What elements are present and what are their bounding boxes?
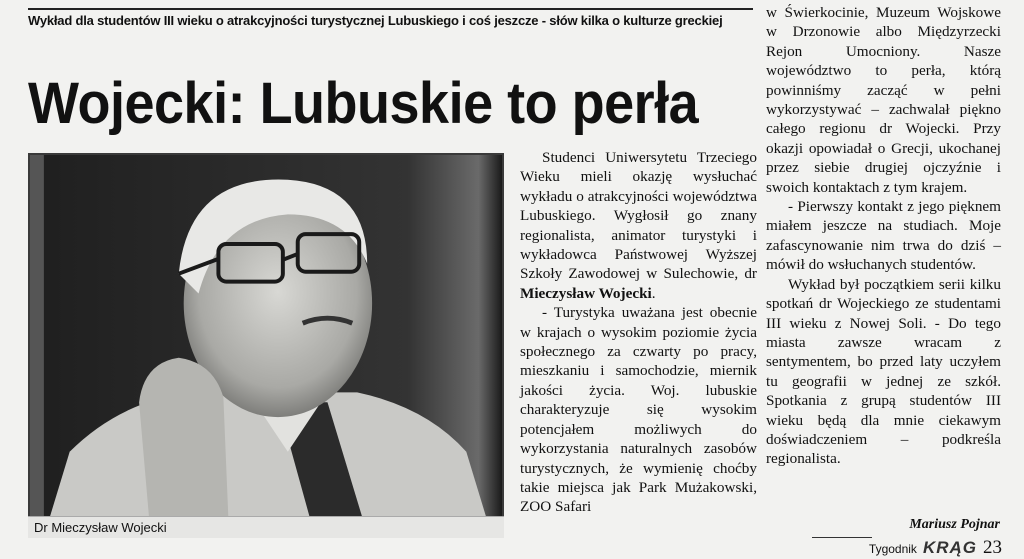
article-column-1 xyxy=(520,148,757,517)
paragraph-end: . xyxy=(651,284,656,302)
paragraph xyxy=(520,148,757,303)
article-kicker: Wykład dla studentów III wieku o atrakcyjności turystycznej Lubuskiego i coś jeszcze - słów kilka o kulturze greckiej xyxy=(28,13,723,28)
top-rule xyxy=(28,8,753,10)
paragraph: - Turystyka uważana jest obecnie w krajach o wysokim poziomie życia społecznego za czwarty po pracy, mieszkaniu i samochodzie, miernik jakości życia. Woj. lubuskie charakteryzuje się wysokim potencjałem możliwych do wykorzystania naturalnych zasobów turystycznych, że wymienię choćby takie miejsca jak Park Mużakowski, ZOO Safari xyxy=(520,304,757,516)
paragraph: w Świerkocinie, Muzeum Wojskowe w Drzonowie albo Międzyrzecki Rejon Umocniony. Nasze województwo to perła, którą powinniśmy zacząć w pełni wykorzystywać – zachwalał piękno całego regionu dr Wojecki. Przy okazji opowiadał o Grecji, ukochanej przez siebie drugiej ojczyźnie i swoich kontaktach z tym krajem. xyxy=(766,4,1001,196)
paragraph-text: Studenci Uniwersytetu Trzeciego Wieku mieli okazję wysłuchać wykładu o atrakcyjności województwa Lubuskiego. Wygłosił go znany regionalista, animator turystyki i wykładowca Państwowej Wyższej Szkoły Zawodowej w Sulechowie, dr xyxy=(520,149,757,283)
page-number: 23 xyxy=(983,537,1002,558)
footer-label: Tygodnik xyxy=(868,542,917,556)
magazine-name: KRĄG xyxy=(922,538,977,557)
paragraph: Wykład był początkiem serii kilku spotkań dr Wojeckiego ze studentami III wieku z Nowej Soli. - Do tego miasta zawsze wracam z sentymentem, bo przed laty uczyłem tu geografii w jednej ze szkół. Spotkania z grupą studentów III wieku będą dla mnie ciekawym doświadczeniem – podkreśla regionalista. xyxy=(766,275,1001,468)
article-column-2 xyxy=(766,3,1001,469)
author-byline: Mariusz Pojnar xyxy=(909,517,1000,532)
paragraph: - Pierwszy kontakt z jego pięknem miałem jeszcze na studiach. Moje zafascynowanie nim trwa do dziś – mówił do wsłuchanych studentów. xyxy=(766,198,1001,274)
person-name: Mieczysław Wojecki xyxy=(520,284,652,302)
article-headline: Wojecki: Lubuskie to perła xyxy=(28,71,699,136)
photo-caption: Dr Mieczysław Wojecki xyxy=(28,516,504,538)
footer-rule xyxy=(812,537,872,538)
portrait-illustration xyxy=(30,155,502,517)
portrait-photo xyxy=(28,153,504,519)
page-footer xyxy=(869,537,1002,559)
